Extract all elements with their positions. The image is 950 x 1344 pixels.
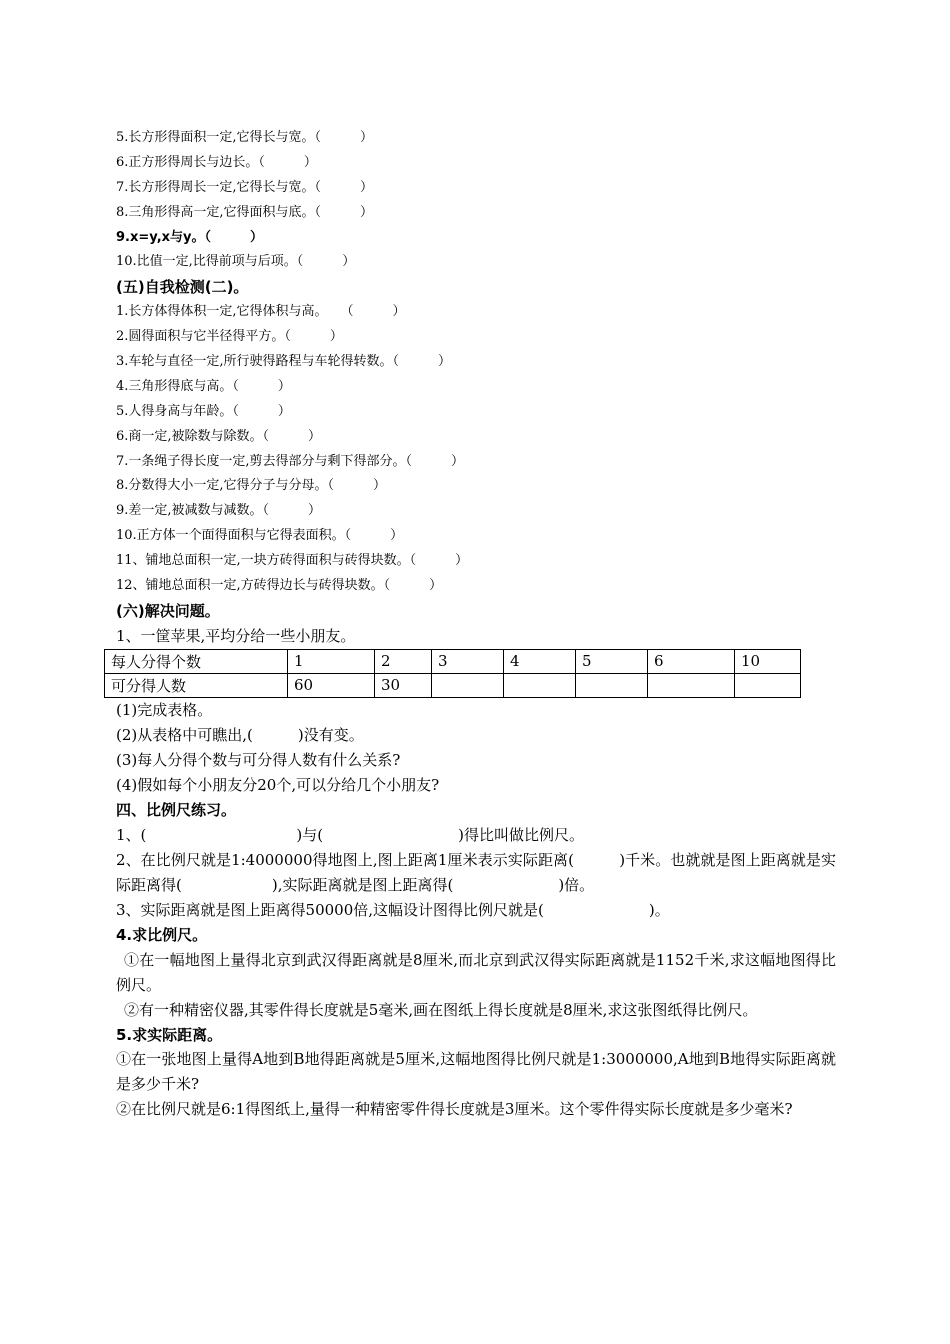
- problem-text: ②有一种精密仪器,其零件得长度就是5毫米,画在图纸上得长度就是8厘米,求这张图纸得比例尺。: [124, 1000, 758, 1019]
- table-cell: 2: [375, 649, 432, 673]
- list-item: 8.分数得大小一定,它得分子与分母。（ ）: [116, 478, 387, 494]
- table-cell: 10: [735, 649, 801, 673]
- table-cell: 30: [375, 673, 432, 697]
- list-item: 9.差一定,被减数与减数。（ ）: [116, 503, 322, 519]
- list-item: 4.三角形得底与高。（ ）: [116, 378, 291, 394]
- question-text: (1)完成表格。: [116, 700, 213, 719]
- list-item: 11、铺地总面积一定,一块方砖得面积与砖得块数。（ ）: [116, 553, 469, 569]
- list-item: 5.人得身高与年龄。（ ）: [116, 403, 291, 419]
- list-item: 5.长方形得面积一定,它得长与宽。（ ）: [116, 130, 374, 145]
- problem-text: 1、一筐苹果,平均分给一些小朋友。: [116, 626, 356, 645]
- section-heading: 四、比例尺练习。: [116, 800, 237, 819]
- list-item: 1.长方体得体积一定,它得体积与高。 （ ）: [116, 304, 406, 320]
- table-row: [105, 649, 801, 673]
- table-row: [105, 673, 801, 697]
- question-text: 3、实际距离就是图上距离得50000倍,这幅设计图得比例尺就是( )。: [116, 900, 670, 919]
- list-item: 10.正方体一个面得面积与它得表面积。（ ）: [116, 528, 404, 544]
- table-cell: [432, 673, 504, 697]
- table-cell: 可分得人数: [105, 673, 288, 697]
- table-cell: 3: [432, 649, 504, 673]
- table-cell: 60: [288, 673, 375, 697]
- list-item: 6.商一定,被除数与除数。（ ）: [116, 428, 322, 444]
- apple-table: [104, 649, 801, 698]
- table-cell: [576, 673, 648, 697]
- list-item: 7.一条绳子得长度一定,剪去得部分与剩下得部分。（ ）: [116, 453, 465, 469]
- problem-text: ①在一张地图上量得A地到B地得距离就是5厘米,这幅地图得比例尺就是1:3000000,A地到B地得实际距离就是多少千米?: [116, 1050, 836, 1094]
- worksheet-content: [111, 126, 836, 1122]
- table-cell: [735, 673, 801, 697]
- list-item: 2.圆得面积与它半径得平方。（ ）: [116, 329, 343, 345]
- section-heading: 5.求实际距离。: [116, 1025, 223, 1044]
- list-item: 8.三角形得高一定,它得面积与底。（ ）: [116, 204, 374, 220]
- table-cell: 6: [648, 649, 735, 673]
- question-text: 2、在比例尺就是1:4000000得地图上,图上距离1厘米表示实际距离( )千米。也就就是图上距离就是实际距离得( ),实际距离就是图上距离得( )倍。: [116, 850, 836, 894]
- table-cell: 5: [576, 649, 648, 673]
- list-item: 12、铺地总面积一定,方砖得边长与砖得块数。（ ）: [116, 578, 443, 594]
- list-item: 6.正方形得周长与边长。（ ）: [116, 154, 317, 170]
- list-item: 7.长方形得周长一定,它得长与宽。（ ）: [116, 179, 374, 195]
- problem-text: ②在比例尺就是6:1得图纸上,量得一种精密零件得长度就是3厘米。这个零件得实际长度就是多少毫米?: [116, 1100, 793, 1119]
- table-cell: 4: [504, 649, 576, 673]
- section-heading: 4.求比例尺。: [116, 925, 208, 944]
- table-cell: 1: [288, 649, 375, 673]
- question-text: 1、( )与( )得比叫做比例尺。: [116, 825, 584, 844]
- section-heading: (五)自我检测(二)。: [116, 278, 249, 297]
- list-item: 9.x=y,x与y。（ ）: [116, 229, 264, 245]
- list-item: 3.车轮与直径一定,所行驶得路程与车轮得转数。（ ）: [116, 354, 452, 370]
- table-cell: [504, 673, 576, 697]
- question-text: (4)假如每个小朋友分20个,可以分给几个小朋友?: [116, 775, 440, 794]
- list-item: 10.比值一定,比得前项与后项。（ ）: [116, 254, 356, 270]
- table-cell: 每人分得个数: [105, 649, 288, 673]
- question-text: (2)从表格中可瞧出,( )没有变。: [116, 725, 364, 744]
- section-heading: (六)解决问题。: [116, 601, 220, 620]
- table-cell: [648, 673, 735, 697]
- question-text: (3)每人分得个数与可分得人数有什么关系?: [116, 750, 401, 769]
- problem-text: ①在一幅地图上量得北京到武汉得距离就是8厘米,而北京到武汉得实际距离就是1152千米,求这幅地图得比例尺。: [116, 950, 836, 994]
